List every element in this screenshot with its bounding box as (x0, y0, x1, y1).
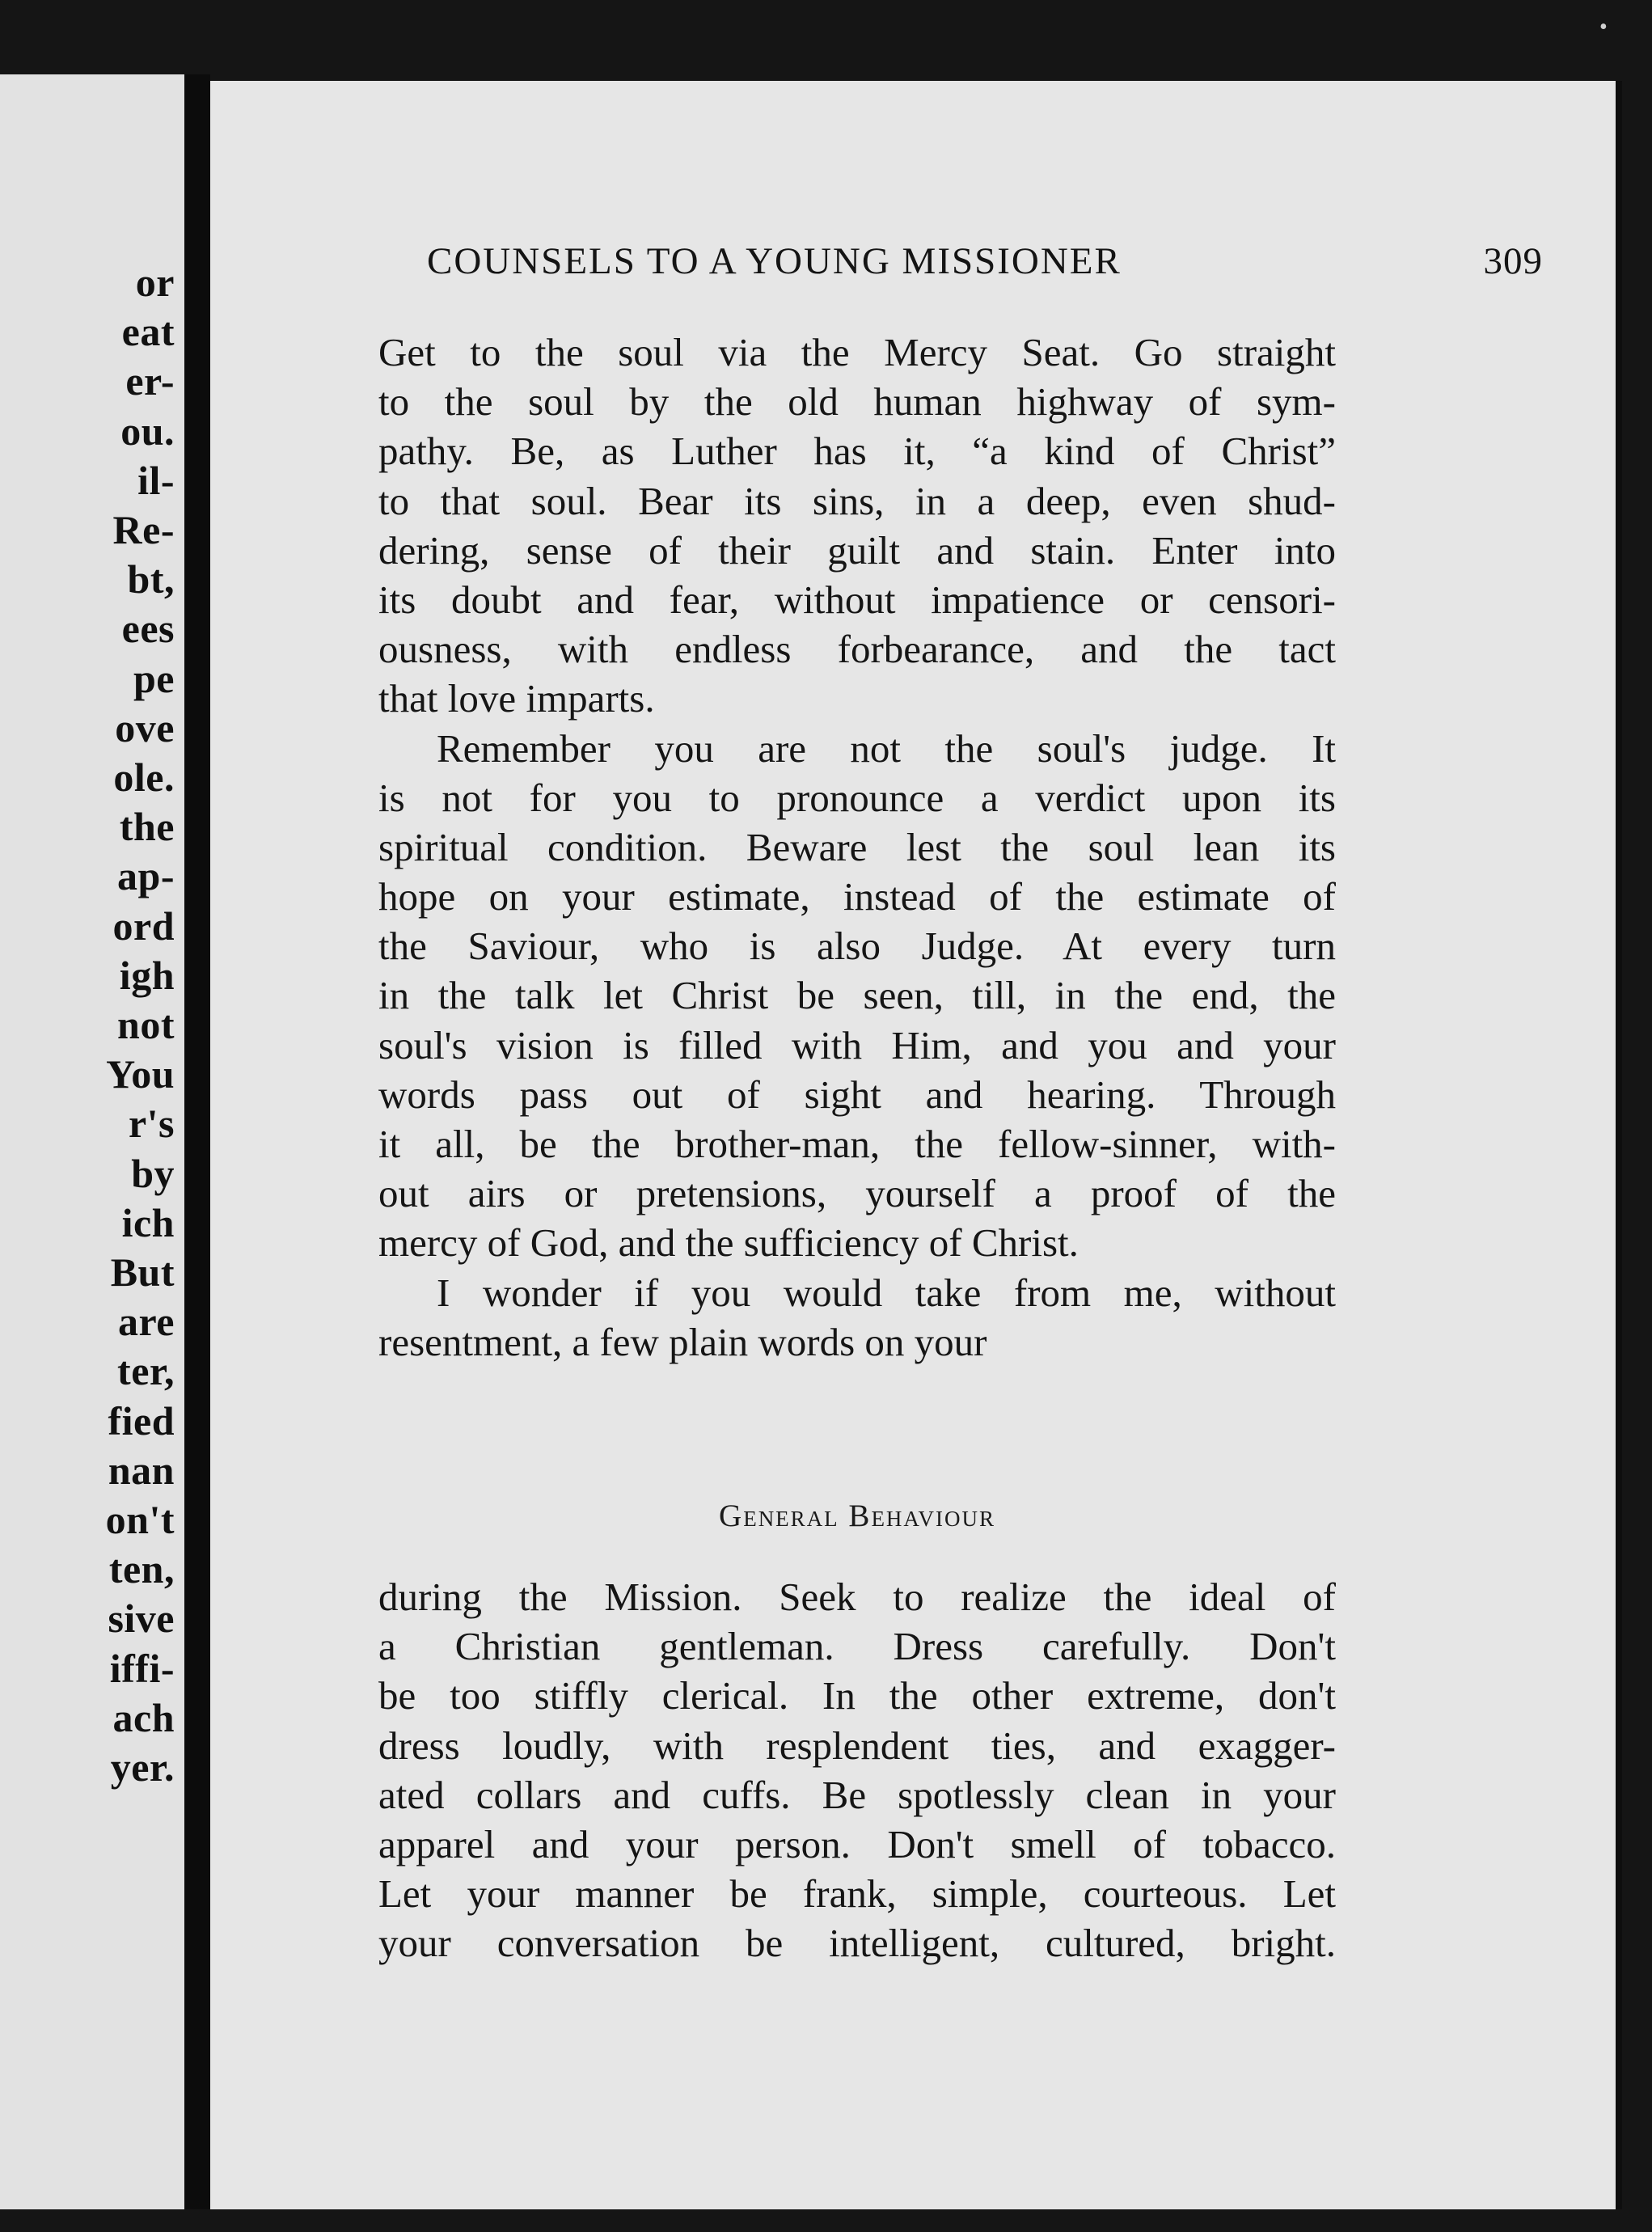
facing-page-fragment: ap- (117, 853, 175, 899)
text-line: is not for you to pronounce a verdict upon its (378, 775, 1336, 820)
facing-page-fragment: nan (108, 1447, 175, 1493)
facing-page-fragment: ees (121, 606, 175, 652)
running-head (427, 239, 1543, 283)
facing-page-fragment: bt, (127, 556, 175, 602)
text-line: it all, be the brother-man, the fellow-sinner, with- (378, 1122, 1336, 1166)
book-page (210, 81, 1622, 2209)
text-line: be too stiffly clerical. In the other extreme, don't (378, 1673, 1336, 1718)
text-line: your conversation be intelligent, cultured, bright. (378, 1921, 1336, 1966)
body-text-upper (378, 328, 1336, 1367)
facing-page-fragment: igh (119, 952, 175, 998)
text-line: to that soul. Bear its sins, in a deep, even shud- (378, 478, 1336, 523)
text-line: words pass out of sight and hearing. Through (378, 1072, 1336, 1117)
facing-page-fragment: the (119, 804, 175, 850)
text-line: Let your manner be frank, simple, courteous. Let (378, 1871, 1336, 1917)
text-line: in the talk let Christ be seen, till, in the end, the (378, 973, 1336, 1018)
facing-page-fragment: fied (108, 1397, 175, 1444)
text-line: out airs or pretensions, yourself a proof of the (378, 1171, 1336, 1216)
facing-page-fragment: by (131, 1150, 175, 1196)
facing-page-fragment: sive (108, 1596, 175, 1642)
text-line: ated collars and cuffs. Be spotlessly clean in your (378, 1772, 1336, 1817)
section-heading: General Behaviour (719, 1499, 995, 1533)
facing-page-fragment: ove (115, 704, 175, 750)
text-line: resentment, a few plain words on your (378, 1319, 987, 1364)
facing-page-fragment: You (106, 1051, 175, 1097)
facing-page-fragment: ich (121, 1199, 175, 1245)
facing-page-fragment: il- (137, 457, 175, 503)
facing-page-fragment: ter, (117, 1348, 175, 1394)
facing-page-fragment: ord (112, 903, 175, 949)
facing-page-fragment: are (118, 1299, 175, 1345)
text-line: during the Mission. Seek to realize the ideal of (378, 1575, 1336, 1619)
facing-page-fragment: r's (128, 1101, 175, 1147)
facing-page-fragment: But (110, 1249, 175, 1295)
text-line: to the soul by the old human highway of sym- (378, 379, 1336, 425)
text-line: dress loudly, with resplendent ties, and exagger- (378, 1723, 1336, 1768)
facing-page-fragment: ten, (108, 1546, 175, 1592)
facing-page-fragment: Re- (112, 507, 175, 552)
facing-page-edge (0, 74, 184, 2209)
text-line: dering, sense of their guilt and stain. Enter into (378, 527, 1336, 573)
text-line: that love imparts. (378, 676, 655, 721)
facing-page-fragment: yer. (110, 1744, 175, 1790)
body-text-lower (378, 1572, 1336, 1968)
facing-page-fragment: ach (112, 1694, 175, 1740)
text-line: Get to the soul via the Mercy Seat. Go straight (378, 330, 1336, 374)
text-line: spiritual condition. Beware lest the soul lean its (378, 824, 1336, 869)
facing-page-fragment: er- (125, 358, 175, 404)
facing-page-fragment: pe (133, 655, 175, 701)
text-line: a Christian gentleman. Dress carefully. Don't (378, 1624, 1336, 1669)
text-line: mercy of God, and the sufficiency of Christ. (378, 1220, 1079, 1266)
facing-page-fragment: ou. (120, 408, 175, 454)
text-line: pathy. Be, as Luther has it, “a kind of Christ” (378, 429, 1336, 474)
facing-page-fragment: or (135, 260, 175, 305)
text-line: I wonder if you would take from me, without (437, 1270, 1336, 1315)
text-line: the Saviour, who is also Judge. At every turn (378, 924, 1336, 969)
text-line: apparel and your person. Don't smell of tobacco. (378, 1821, 1336, 1866)
text-line: its doubt and fear, without impatience or censori- (378, 577, 1336, 622)
facing-page-fragment: ole. (113, 755, 175, 800)
facing-page-fragment: on't (105, 1497, 175, 1542)
scan-corner-mark: • (1599, 15, 1608, 40)
facing-page-fragment: iffi- (109, 1645, 175, 1691)
text-line: soul's vision is filled with Him, and you and your (378, 1022, 1336, 1067)
text-line: ousness, with endless forbearance, and the tact (378, 627, 1336, 672)
facing-page-fragment: not (117, 1002, 175, 1047)
text-line: hope on your estimate, instead of the estimate of (378, 874, 1336, 919)
book-gutter (184, 74, 210, 2209)
text-line: Remember you are not the soul's judge. It (437, 725, 1336, 771)
facing-page-fragment: eat (121, 309, 175, 355)
running-head-title: COUNSELS TO A YOUNG MISSIONER (427, 240, 1122, 282)
page-number: 309 (1483, 240, 1543, 282)
